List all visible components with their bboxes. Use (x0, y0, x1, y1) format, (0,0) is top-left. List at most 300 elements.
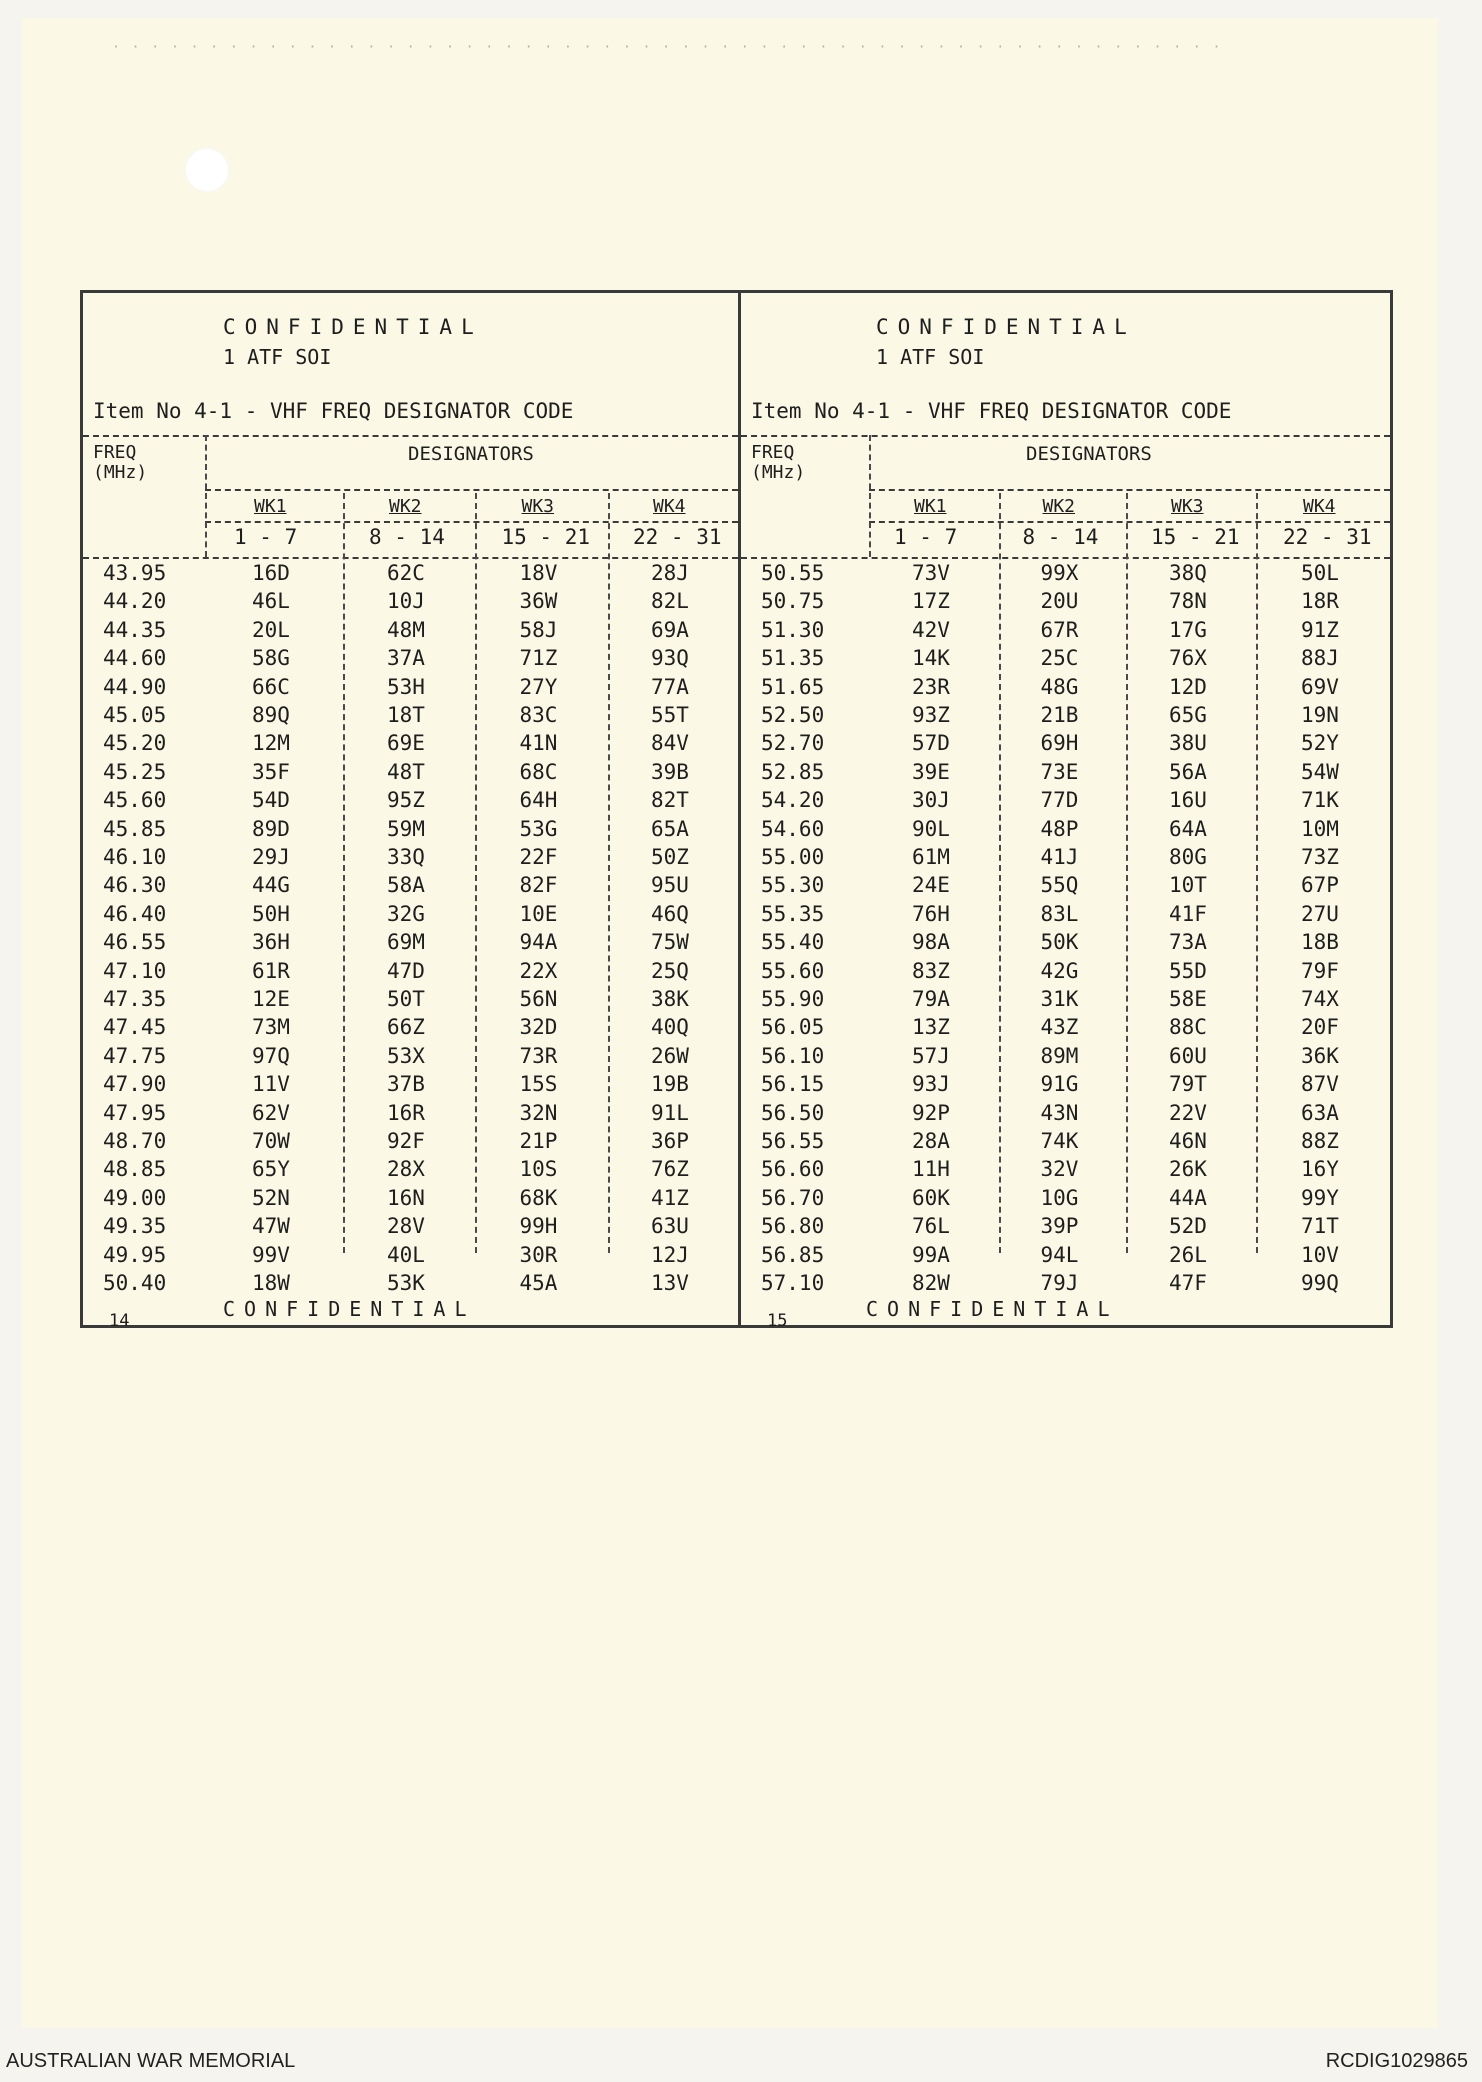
designator-cell: 60U (1169, 1043, 1207, 1068)
day-range: 1 - 7 (234, 525, 298, 549)
designator-cell: 52Y (1301, 731, 1339, 756)
table-row (83, 873, 738, 901)
table-row (83, 1129, 738, 1157)
designator-cell: 76X (1169, 646, 1207, 671)
designator-cell: 22X (519, 958, 558, 983)
table-row (83, 618, 738, 646)
designator-cell: 69E (387, 731, 425, 756)
designator-cell: 91G (1040, 1072, 1079, 1097)
frequency-cell: 55.00 (761, 845, 825, 869)
designator-cell: 21P (519, 1129, 558, 1153)
designator-cell: 59M (387, 816, 425, 841)
table-row (83, 902, 738, 930)
designator-cell: 26K (1169, 1157, 1207, 1182)
frequency-cell: 47.35 (103, 987, 167, 1011)
designator-cell: 80G (1169, 845, 1207, 869)
designator-cell: 46N (1169, 1129, 1207, 1153)
designator-cell: 26W (651, 1043, 689, 1068)
rule-line (205, 489, 738, 491)
designator-cell: 62C (387, 561, 425, 585)
week-label: WK4 (1303, 496, 1336, 517)
designator-cell: 35F (252, 759, 290, 784)
designator-cell: 40L (387, 1242, 425, 1267)
designator-cell: 30J (912, 788, 950, 813)
designator-cell: 32V (1040, 1157, 1079, 1182)
designator-cell: 62V (252, 1100, 290, 1125)
frequency-cell: 47.90 (103, 1072, 167, 1097)
designator-cell: 52N (252, 1185, 290, 1210)
designator-cell: 17G (1169, 617, 1207, 642)
confidential-footer: CONFIDENTIAL (223, 1297, 476, 1321)
frequency-cell: 46.40 (103, 901, 167, 926)
designator-cell: 43N (1040, 1100, 1079, 1125)
rule-line (869, 489, 1390, 491)
designator-cell: 48P (1040, 816, 1079, 841)
designator-cell: 42V (912, 617, 950, 642)
designator-cell: 41J (1040, 845, 1079, 869)
designator-cell: 20L (252, 617, 290, 642)
designator-cell: 74X (1301, 987, 1339, 1011)
designator-cell: 43Z (1040, 1015, 1079, 1040)
frequency-cell: 56.05 (761, 1015, 825, 1040)
designator-cell: 57J (912, 1043, 950, 1068)
designator-cell: 44G (252, 873, 290, 898)
designator-cell: 99V (252, 1242, 290, 1267)
designator-cell: 45A (519, 1271, 558, 1295)
designator-cell: 30R (519, 1242, 558, 1267)
frequency-cell: 49.00 (103, 1185, 167, 1210)
archive-credit: AUSTRALIAN WAR MEMORIAL (6, 2050, 296, 2072)
table-row (83, 1157, 738, 1185)
designator-cell: 50T (387, 987, 425, 1011)
frequency-cell: 51.65 (761, 674, 825, 699)
designator-cell: 28A (912, 1129, 950, 1153)
designator-cell: 22V (1169, 1100, 1207, 1125)
designator-cell: 36H (252, 930, 290, 955)
designator-cell: 70W (252, 1129, 290, 1153)
freq-column-header: FREQ (MHz) (93, 442, 148, 483)
designator-cell: 12J (651, 1242, 689, 1267)
designator-cell: 18V (519, 561, 558, 585)
table-row (741, 618, 1390, 646)
designator-cell: 88Z (1301, 1129, 1339, 1153)
designator-cell: 68C (519, 759, 558, 784)
frequency-cell: 51.35 (761, 646, 825, 671)
table-row (83, 1214, 738, 1242)
designator-cell: 14K (912, 646, 950, 671)
designator-cell: 69V (1301, 674, 1339, 699)
column-divider (869, 435, 871, 557)
designator-cell: 37B (387, 1072, 425, 1097)
designators-header: DESIGNATORS (1026, 443, 1152, 465)
frequency-cell: 47.10 (103, 958, 167, 983)
frequency-cell: 45.85 (103, 816, 167, 841)
designator-cell: 50K (1040, 930, 1079, 955)
designator-cell: 50L (1301, 561, 1339, 585)
confidential-footer: CONFIDENTIAL (866, 1297, 1119, 1321)
designator-cell: 63A (1301, 1100, 1339, 1125)
designator-cell: 84V (651, 731, 689, 756)
table-row (741, 1271, 1390, 1299)
frequency-cell: 44.90 (103, 674, 167, 699)
designator-cell: 39B (651, 759, 689, 784)
frequency-cell: 56.50 (761, 1100, 825, 1125)
table-row (83, 817, 738, 845)
designator-cell: 93Q (651, 646, 689, 671)
designator-cell: 12E (252, 987, 290, 1011)
designator-cell: 66Z (387, 1015, 425, 1040)
designator-cell: 16Y (1301, 1157, 1339, 1182)
table-row (741, 788, 1390, 816)
rule-line (869, 521, 1390, 523)
designator-cell: 79A (912, 987, 950, 1011)
designator-cell: 36P (651, 1129, 689, 1153)
designator-cell: 79J (1040, 1271, 1079, 1295)
designator-cell: 10T (1169, 873, 1207, 898)
left-half-page-14 (83, 293, 741, 1331)
designator-cell: 38Q (1169, 561, 1207, 585)
designator-cell: 67P (1301, 873, 1339, 898)
designator-cell: 36W (519, 589, 558, 614)
frequency-cell: 50.55 (761, 561, 825, 585)
designator-cell: 28J (651, 561, 689, 585)
designator-cell: 82L (651, 589, 689, 614)
designator-cell: 10E (519, 901, 558, 926)
designator-cell: 26L (1169, 1242, 1207, 1267)
table-row (83, 1101, 738, 1129)
designator-cell: 22F (519, 845, 558, 869)
frequency-cell: 47.45 (103, 1015, 167, 1040)
designator-cell: 37A (387, 646, 425, 671)
page-number: 15 (767, 1311, 788, 1331)
frequency-cell: 56.85 (761, 1242, 825, 1267)
designator-cell: 94A (519, 930, 558, 955)
frequency-cell: 50.75 (761, 589, 825, 614)
table-row (741, 561, 1390, 589)
rule-line (83, 557, 738, 559)
table-row (83, 1243, 738, 1271)
table-row (741, 731, 1390, 759)
right-half-page-15 (741, 293, 1390, 1331)
designator-cell: 82T (651, 788, 689, 813)
table-row (741, 760, 1390, 788)
designator-cell: 73V (912, 561, 950, 585)
frequency-cell: 55.40 (761, 930, 825, 955)
hole-punch (185, 148, 229, 192)
table-row (83, 959, 738, 987)
designator-cell: 11H (912, 1157, 950, 1182)
designator-cell: 27U (1301, 901, 1339, 926)
designator-cell: 31K (1040, 987, 1079, 1011)
table-row (83, 561, 738, 589)
item-title: Item No 4-1 - VHF FREQ DESIGNATOR CODE (751, 399, 1232, 423)
day-range: 8 - 14 (1022, 525, 1099, 549)
unit-name: 1 ATF SOI (876, 345, 985, 369)
week-label: WK1 (914, 496, 947, 517)
designator-cell: 83C (519, 703, 558, 727)
designator-cell: 69H (1040, 731, 1079, 756)
frequency-cell: 49.95 (103, 1242, 167, 1267)
designator-cell: 53G (519, 816, 558, 841)
designator-cell: 71K (1301, 788, 1339, 813)
frequency-cell: 49.35 (103, 1214, 167, 1239)
designator-cell: 61R (252, 958, 290, 983)
designator-cell: 16R (387, 1100, 425, 1125)
frequency-cell: 46.30 (103, 873, 167, 898)
designator-cell: 50H (252, 901, 290, 926)
designator-cell: 19B (651, 1072, 689, 1097)
designator-cell: 23R (912, 674, 950, 699)
frequency-cell: 44.20 (103, 589, 167, 614)
designator-cell: 77A (651, 674, 689, 699)
designator-cell: 20F (1301, 1015, 1339, 1040)
designator-cell: 99A (912, 1242, 950, 1267)
designator-cell: 38U (1169, 731, 1207, 756)
freq-column-header: FREQ (MHz) (751, 442, 806, 483)
frequency-cell: 55.60 (761, 958, 825, 983)
frequency-cell: 52.70 (761, 731, 825, 756)
frequency-cell: 46.10 (103, 845, 167, 869)
page-number: 14 (109, 1311, 130, 1331)
frequency-designator-sheet (80, 290, 1393, 1331)
frequency-cell: 57.10 (761, 1271, 825, 1295)
table-row (741, 959, 1390, 987)
designator-cell: 25C (1040, 646, 1079, 671)
designator-cell: 36K (1301, 1043, 1339, 1068)
designator-cell: 58G (252, 646, 290, 671)
designator-cell: 56A (1169, 759, 1207, 784)
table-row (741, 845, 1390, 873)
designator-cell: 18T (387, 703, 425, 727)
designator-cell: 69M (387, 930, 425, 955)
designator-cell: 64H (519, 788, 558, 813)
designator-cell: 55Q (1040, 873, 1079, 898)
table-row (83, 987, 738, 1015)
designator-cell: 68K (519, 1185, 558, 1210)
designator-cell: 88C (1169, 1015, 1207, 1040)
designator-cell: 77D (1040, 788, 1079, 813)
frequency-cell: 56.80 (761, 1214, 825, 1239)
designator-cell: 74K (1040, 1129, 1079, 1153)
designator-cell: 66C (252, 674, 290, 699)
designator-cell: 25Q (651, 958, 689, 983)
table-row (741, 1186, 1390, 1214)
designator-cell: 47W (252, 1214, 290, 1239)
designator-cell: 99Y (1301, 1185, 1339, 1210)
table-row (741, 1044, 1390, 1072)
designator-cell: 76Z (651, 1157, 689, 1182)
designator-cell: 40Q (651, 1015, 689, 1040)
day-range: 8 - 14 (369, 525, 445, 549)
frequency-cell: 46.55 (103, 930, 167, 955)
designator-cell: 71T (1301, 1214, 1339, 1239)
designator-cell: 82F (519, 873, 558, 898)
designator-cell: 48G (1040, 674, 1079, 699)
designator-cell: 73A (1169, 930, 1207, 955)
designator-cell: 10M (1301, 816, 1339, 841)
designator-cell: 42G (1040, 958, 1079, 983)
frequency-cell: 44.35 (103, 617, 167, 642)
table-row (83, 845, 738, 873)
frequency-cell: 43.95 (103, 561, 167, 585)
designator-cell: 15S (519, 1072, 558, 1097)
table-row (83, 646, 738, 674)
designator-cell: 55T (651, 703, 689, 727)
designator-cell: 48M (387, 617, 425, 642)
bleed-through-text: · · · · · · · · · · · · · · · · · · · · · · · · · · · · · · · · · · · · · · · · · · · · · · · · · · · · · · · · · (112, 40, 1223, 55)
frequency-cell: 51.30 (761, 617, 825, 642)
table-row (83, 731, 738, 759)
designator-cell: 65A (651, 816, 689, 841)
designator-cell: 88J (1301, 646, 1339, 671)
table-row (741, 873, 1390, 901)
week-label: WK4 (653, 496, 686, 517)
designator-cell: 91Z (1301, 617, 1339, 642)
confidential-heading: CONFIDENTIAL (223, 315, 483, 339)
designator-cell: 47F (1169, 1271, 1207, 1295)
designator-cell: 32D (519, 1015, 558, 1040)
designator-cell: 89M (1040, 1043, 1079, 1068)
table-row (741, 1015, 1390, 1043)
week-label: WK2 (389, 496, 422, 517)
table-row (83, 1072, 738, 1100)
frequency-cell: 47.95 (103, 1100, 167, 1125)
designator-cell: 95U (651, 873, 689, 898)
frequency-cell: 45.20 (103, 731, 167, 756)
table-row (83, 760, 738, 788)
designator-cell: 69A (651, 617, 689, 642)
table-row (741, 930, 1390, 958)
frequency-cell: 52.50 (761, 703, 825, 727)
table-row (83, 1271, 738, 1299)
designators-header: DESIGNATORS (408, 443, 534, 465)
designator-cell: 73R (519, 1043, 558, 1068)
frequency-cell: 45.60 (103, 788, 167, 813)
designator-cell: 73Z (1301, 845, 1339, 869)
designator-cell: 73E (1040, 759, 1079, 784)
designator-cell: 17Z (912, 589, 950, 614)
designator-cell: 54D (252, 788, 290, 813)
designator-cell: 98A (912, 930, 950, 955)
designator-cell: 76H (912, 901, 950, 926)
designator-cell: 97Q (252, 1043, 290, 1068)
day-range: 15 - 21 (1151, 525, 1240, 549)
designator-cell: 28V (387, 1214, 425, 1239)
designator-cell: 33Q (387, 845, 425, 869)
designator-cell: 78N (1169, 589, 1207, 614)
designator-cell: 55D (1169, 958, 1207, 983)
designator-cell: 67R (1040, 617, 1079, 642)
frequency-cell: 56.15 (761, 1072, 825, 1097)
rule-line (741, 435, 1390, 437)
day-range: 22 - 31 (1283, 525, 1372, 549)
designator-cell: 90L (912, 816, 950, 841)
week-label: WK1 (254, 496, 287, 517)
designator-cell: 57D (912, 731, 950, 756)
designator-cell: 71Z (519, 646, 558, 671)
designator-cell: 52D (1169, 1214, 1207, 1239)
table-row (741, 1157, 1390, 1185)
designator-cell: 32G (387, 901, 425, 926)
designator-cell: 73M (252, 1015, 290, 1040)
day-range: 15 - 21 (501, 525, 591, 549)
designator-cell: 95Z (387, 788, 425, 813)
rule-line (741, 557, 1390, 559)
designator-cell: 58E (1169, 987, 1207, 1011)
designator-cell: 39E (912, 759, 950, 784)
designator-cell: 41F (1169, 901, 1207, 926)
item-title: Item No 4-1 - VHF FREQ DESIGNATOR CODE (93, 399, 574, 423)
designator-cell: 58A (387, 873, 425, 898)
designator-cell: 87V (1301, 1072, 1339, 1097)
designator-cell: 61M (912, 845, 950, 869)
table-row (741, 1243, 1390, 1271)
designator-cell: 89D (252, 816, 290, 841)
designator-cell: 16D (252, 561, 290, 585)
designator-cell: 18W (252, 1271, 290, 1295)
designator-cell: 79T (1169, 1072, 1207, 1097)
table-row (741, 1214, 1390, 1242)
designator-cell: 39P (1040, 1214, 1079, 1239)
frequency-cell: 44.60 (103, 646, 167, 671)
rule-line (83, 435, 738, 437)
table-row (83, 1044, 738, 1072)
table-row (83, 788, 738, 816)
designator-cell: 48T (387, 759, 425, 784)
frequency-cell: 48.85 (103, 1157, 167, 1182)
designator-cell: 10G (1040, 1185, 1079, 1210)
designator-cell: 82W (912, 1271, 950, 1295)
table-row (83, 1015, 738, 1043)
week-label: WK3 (521, 496, 555, 517)
designator-cell: 41Z (651, 1185, 689, 1210)
frequency-cell: 55.90 (761, 987, 825, 1011)
designator-cell: 53K (387, 1271, 425, 1295)
designator-cell: 46L (252, 589, 290, 614)
designator-cell: 54W (1301, 759, 1339, 784)
designator-cell: 19N (1301, 703, 1339, 727)
frequency-cell: 56.60 (761, 1157, 825, 1182)
frequency-cell: 56.70 (761, 1185, 825, 1210)
designator-cell: 11V (252, 1072, 290, 1097)
designator-cell: 83L (1040, 901, 1079, 926)
designator-cell: 53H (387, 674, 425, 699)
table-row (741, 589, 1390, 617)
designator-cell: 16U (1169, 788, 1207, 813)
designator-cell: 13Z (912, 1015, 950, 1040)
table-row (741, 675, 1390, 703)
table-row (741, 703, 1390, 731)
designator-cell: 99X (1040, 561, 1079, 585)
designator-cell: 89Q (252, 703, 290, 727)
day-range: 1 - 7 (894, 525, 958, 549)
frequency-cell: 47.75 (103, 1043, 167, 1068)
designator-cell: 13V (651, 1271, 689, 1295)
table-row (83, 1186, 738, 1214)
designator-cell: 63U (651, 1214, 689, 1239)
designator-cell: 38K (651, 987, 689, 1011)
frequency-cell: 56.10 (761, 1043, 825, 1068)
column-divider (205, 435, 207, 557)
table-row (83, 703, 738, 731)
table-row (741, 1072, 1390, 1100)
table-row (83, 589, 738, 617)
week-label: WK2 (1042, 496, 1076, 517)
frequency-cell: 55.30 (761, 873, 825, 898)
table-row (741, 1101, 1390, 1129)
designator-cell: 28X (387, 1157, 425, 1182)
frequency-cell: 52.85 (761, 759, 825, 784)
